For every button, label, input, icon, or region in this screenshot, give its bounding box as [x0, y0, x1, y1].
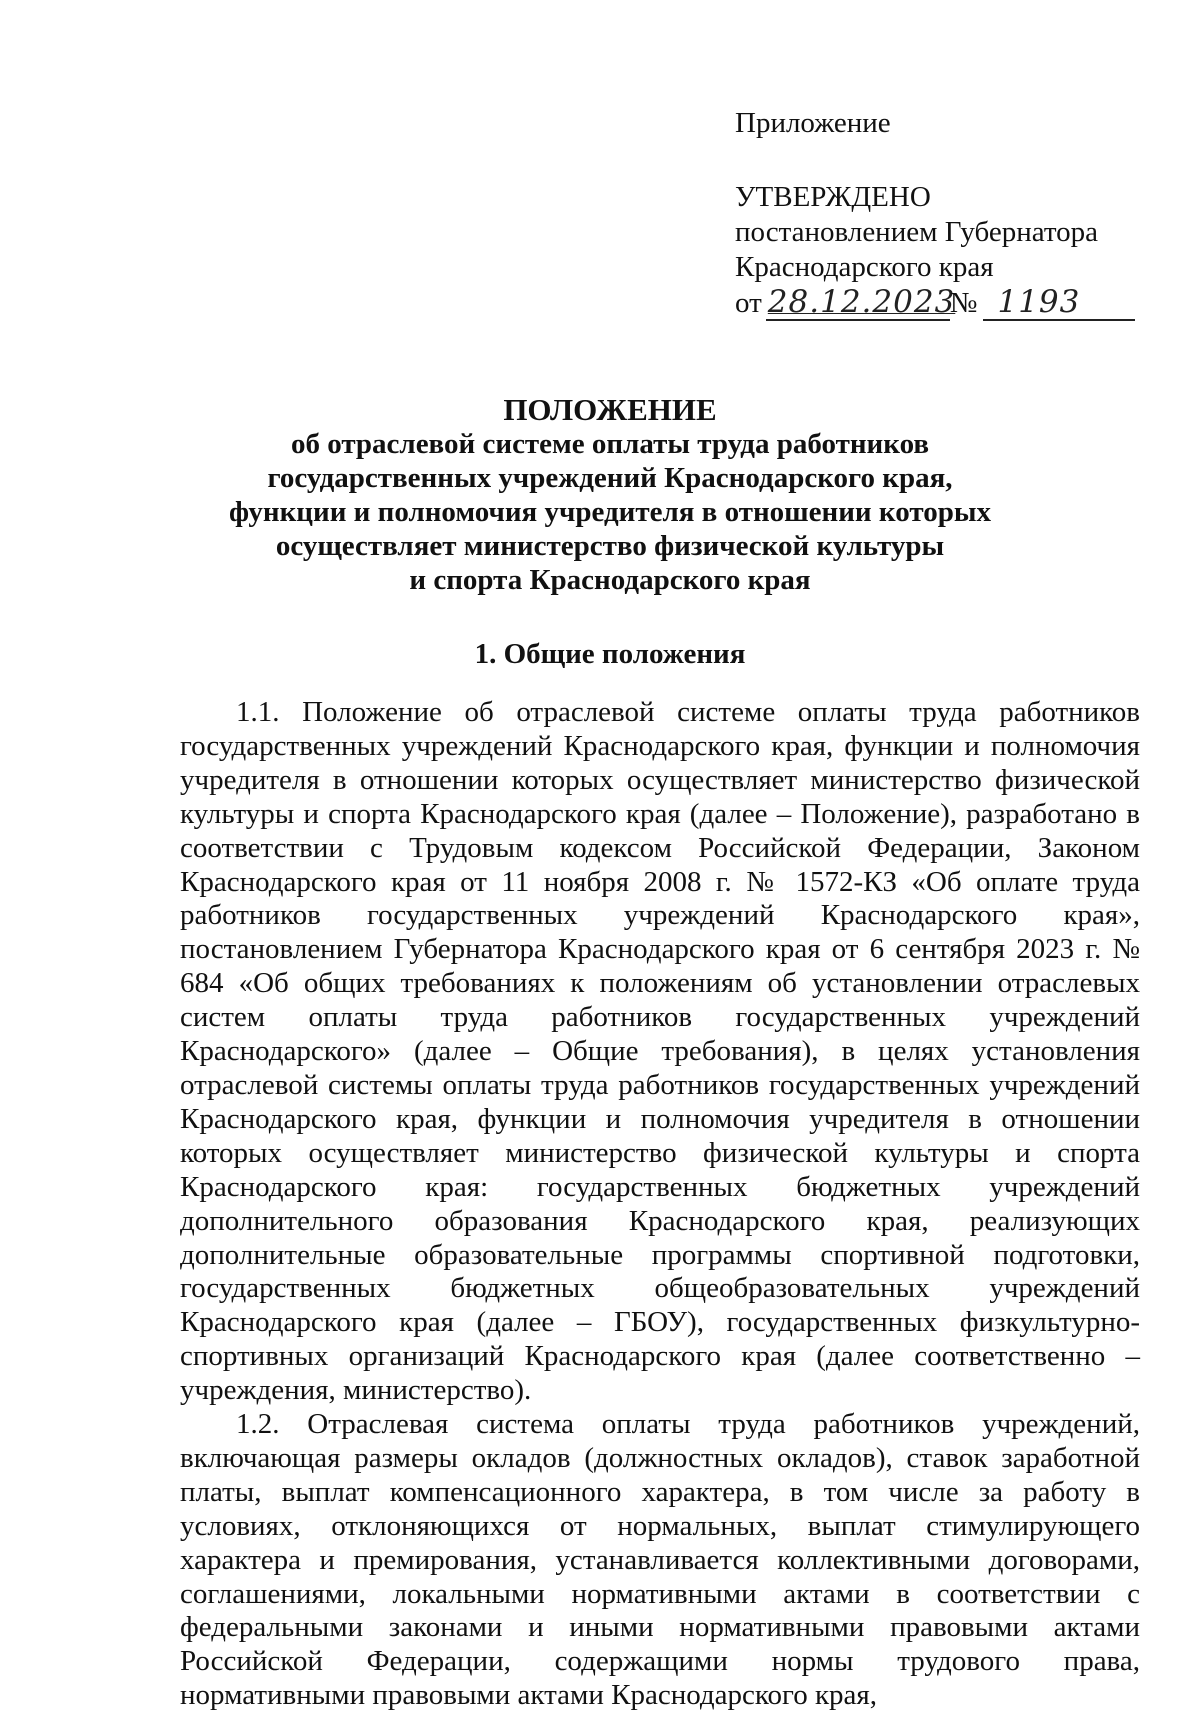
- document-title: [150, 393, 1070, 597]
- title-line-1: об отраслевой системе оплаты труда работников: [290, 428, 930, 460]
- approved-by-line-1: постановлением Губернатора: [735, 216, 1099, 248]
- paragraph-1-2: 1.2. Отраслевая система оплаты труда работников учреждений, включающая размеры окладов (должностных окладов), ставок заработной платы, выплат компенсационного характера, в том числе за работу в условиях, отклоняющихся от нормальных, выплат стимулирующего характера и премирования, устанавливается коллективными договорами, соглашениями, локальными нормативными актами в соответствии с федеральными законами и иными нормативными правовыми актами Российской Федерации, содержащими нормы трудового права, нормативными правовыми актами Краснодарского края,: [180, 1408, 1140, 1712]
- handwritten-date: 28.12.2023: [767, 284, 956, 320]
- paragraph-1-1: 1.1. Положение об отраслевой системе оплаты труда работников государственных учреждений Краснодарского края, функции и полномочия учредителя в отношении которых осуществляет министерство физической культуры и спорта Краснодарского края (далее – Положение), разработано в соответствии с Трудовым кодексом Российской Федерации, Законом Краснодарского края от 11 ноября 2008 г. № 1572-КЗ «Об оплате труда работников государственных учреждений Краснодарского края», постановлением Губернатора Краснодарского края от 6 сентября 2023 г. № 684 «Об общих требованиях к положениям об установлении отраслевых систем оплаты труда работников государственных учреждений Краснодарского» (далее – Общие требования), в целях установления отраслевой системы оплаты труда работников государственных учреждений Краснодарского края, функции и полномочия учредителя в отношении которых осуществляет министерство физической культуры и спорта Краснодарского края: государственных бюджетных учреждений дополнительного образования Краснодарского края, реализующих дополнительные образовательные программы спортивной подготовки, государственных бюджетных общеобразовательных учреждений Краснодарского края (далее – ГБОУ), государственных физкультурно-спортивных организаций Краснодарского края (далее соответственно – учреждения, министерство).: [180, 696, 1140, 1407]
- approved-by-line-2: Краснодарского края: [735, 251, 994, 283]
- number-label: №: [949, 287, 978, 319]
- title-line-2: государственных учреждений Краснодарского края,: [267, 462, 953, 494]
- title-line-3: функции и полномочия учредителя в отношении которых: [229, 496, 991, 528]
- section-body: [180, 696, 1140, 1713]
- title-main: ПОЛОЖЕНИЕ: [503, 392, 717, 427]
- approved-label: УТВЕРЖДЕНО: [735, 181, 931, 213]
- annex-label: Приложение: [735, 107, 891, 139]
- approval-block: [735, 106, 1135, 321]
- handwritten-number: 1193: [983, 285, 1135, 321]
- from-label: от: [735, 287, 762, 319]
- title-line-4: осуществляет министерство физической культуры: [275, 530, 945, 562]
- section-heading: 1. Общие положения: [474, 638, 746, 670]
- title-line-5: и спорта Краснодарского края: [409, 564, 811, 596]
- date-number-line: [735, 285, 1135, 321]
